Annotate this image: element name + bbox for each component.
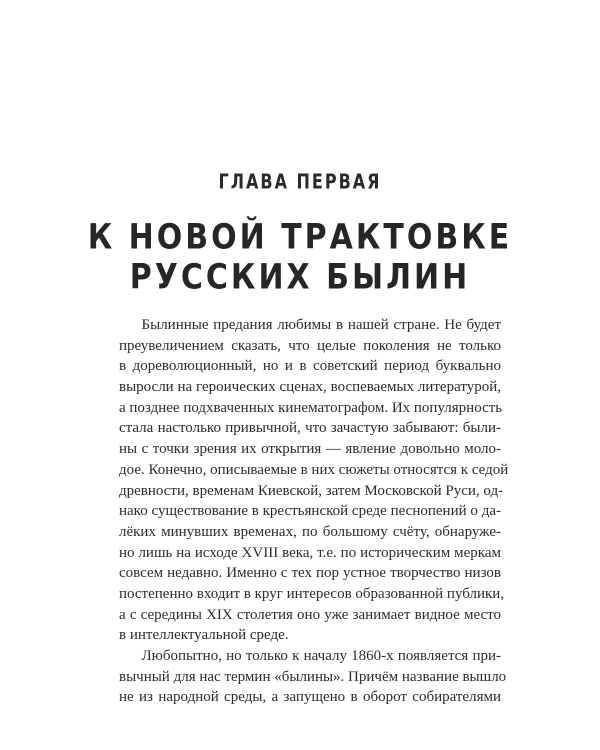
body-text bbox=[119, 315, 509, 708]
text-line: совсем недавно. Именно с тех пор устное творчество низов bbox=[119, 565, 501, 582]
text-line: в дореволюционный, но и в советский период буквально bbox=[119, 358, 501, 375]
text-line: стала настолько привычной, что зачастую забывают: были- bbox=[119, 420, 501, 437]
chapter-title bbox=[0, 218, 600, 298]
text-line: постепенно входит в круг интересов образованной публики, bbox=[119, 585, 505, 602]
chapter-title-line: РУССКИХ БЫЛИН bbox=[129, 257, 471, 298]
chapter-title-line: К НОВОЙ ТРАКТОВКЕ bbox=[87, 217, 513, 258]
text-line: дое. Конечно, описываемые в них сюжеты относятся к седой bbox=[119, 461, 509, 478]
text-line: в интеллектуальной среде. bbox=[119, 627, 289, 644]
text-line: древности, временам Киевской, затем Московской Руси, од- bbox=[119, 482, 504, 499]
text-line: выросли на героических сценах, воспеваемых литературой, bbox=[119, 379, 501, 396]
text-line: нако существование в крестьянской среде песнопений о да- bbox=[119, 503, 501, 520]
text-line: лёких минувших временах, по большому счёту, обнаруже- bbox=[119, 523, 501, 540]
text-line: преувеличением сказать, что целые поколения не только bbox=[119, 337, 501, 354]
text-line: вычный для нас термин «былины». Причём название вышло bbox=[119, 668, 507, 685]
text-line: Былинные предания любимы в нашей стране. Не будет bbox=[119, 317, 501, 333]
chapter-label: ГЛАВА ПЕРВАЯ bbox=[218, 169, 382, 194]
text-line: Любопытно, но только к началу 1860-х появляется при- bbox=[119, 648, 501, 664]
text-line: ны с точки зрения их открытия — явление довольно моло- bbox=[119, 441, 501, 458]
text-line: а позднее подхваченных кинематографом. Их популярность bbox=[119, 399, 503, 416]
text-line: а с середины XIX столетия оно уже занимает видное место bbox=[119, 606, 501, 623]
text-line: не из народной среды, а запущено в оборот собирателями bbox=[119, 689, 501, 706]
text-line: но лишь на исходе XVIII века, т.е. по историческим меркам bbox=[119, 544, 501, 561]
